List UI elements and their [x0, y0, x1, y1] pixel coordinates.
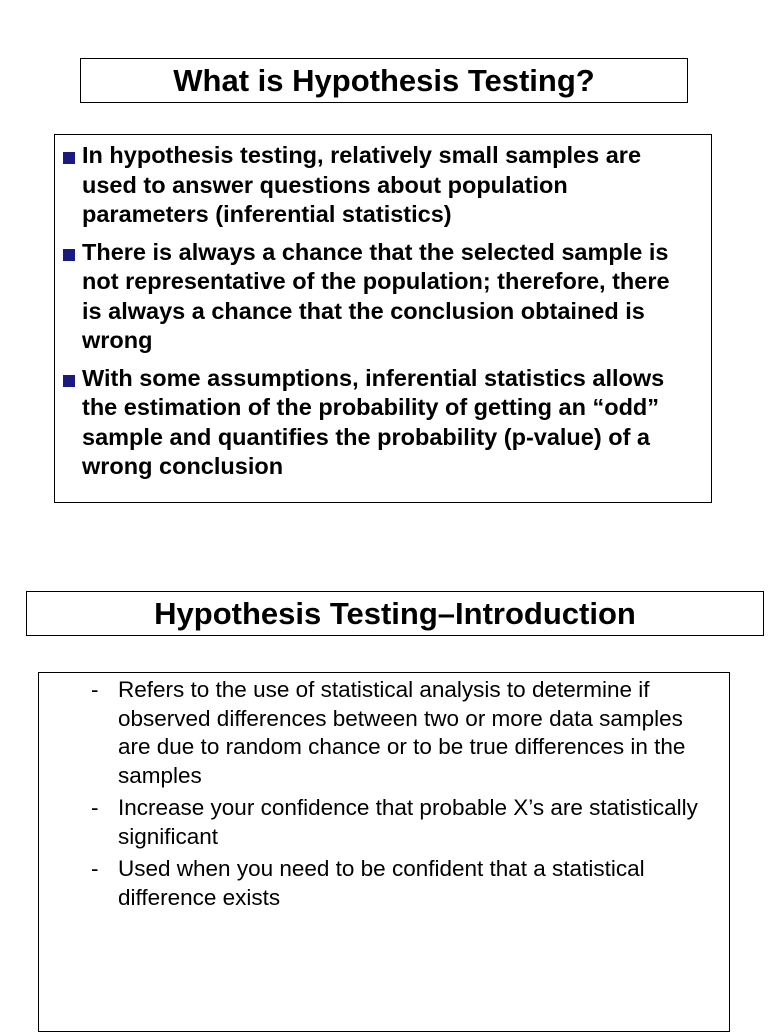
square-bullet-icon — [63, 375, 75, 387]
slide1-bullet-item — [63, 364, 693, 482]
dash-bullet-icon: - — [91, 856, 99, 881]
dash-bullet-icon: - — [91, 795, 99, 820]
square-bullet-icon — [63, 249, 75, 261]
slide2-bullet-text: Used when you need to be confident that a statistical difference exists — [118, 856, 645, 910]
slide1-title-box — [80, 58, 688, 103]
slide1-bullet-text: With some assumptions, inferential statistics allows the estimation of the probability of getting an “odd” sample and quantifies the probability (p-value) of a wrong conclusion — [82, 364, 665, 479]
slide1-bullet-text: In hypothesis testing, relatively small samples are used to answer questions about population parameters (inferential statistics) — [82, 142, 642, 227]
slide1-content-box — [54, 134, 712, 503]
slide1-bullet-item — [63, 141, 693, 230]
slide2-bullet-text: Increase your confidence that probable X’s are statistically significant — [118, 795, 698, 849]
slide2-bullet-item — [91, 676, 715, 790]
slide2-title-box — [26, 591, 764, 636]
slide1-bullet-list — [63, 141, 693, 482]
square-bullet-icon — [63, 152, 75, 164]
slide2-bullet-item — [91, 855, 715, 912]
slide1-title: What is Hypothesis Testing? — [173, 62, 595, 98]
slide2-content-box — [38, 672, 730, 1032]
slide1-bullet-item — [63, 238, 693, 356]
slide2-bullet-list — [91, 676, 715, 912]
slide1-bullet-text: There is always a chance that the selected sample is not representative of the population; therefore, there is always a chance that the conclusion obtained is wrong — [82, 238, 670, 353]
slide2-bullet-text: Refers to the use of statistical analysis to determine if observed differences between two or more data samples are due to random chance or to be true differences in the samples — [118, 677, 686, 788]
slide2-bullet-item — [91, 794, 715, 851]
dash-bullet-icon: - — [91, 677, 99, 702]
slide2-title: Hypothesis Testing–Introduction — [154, 595, 636, 631]
